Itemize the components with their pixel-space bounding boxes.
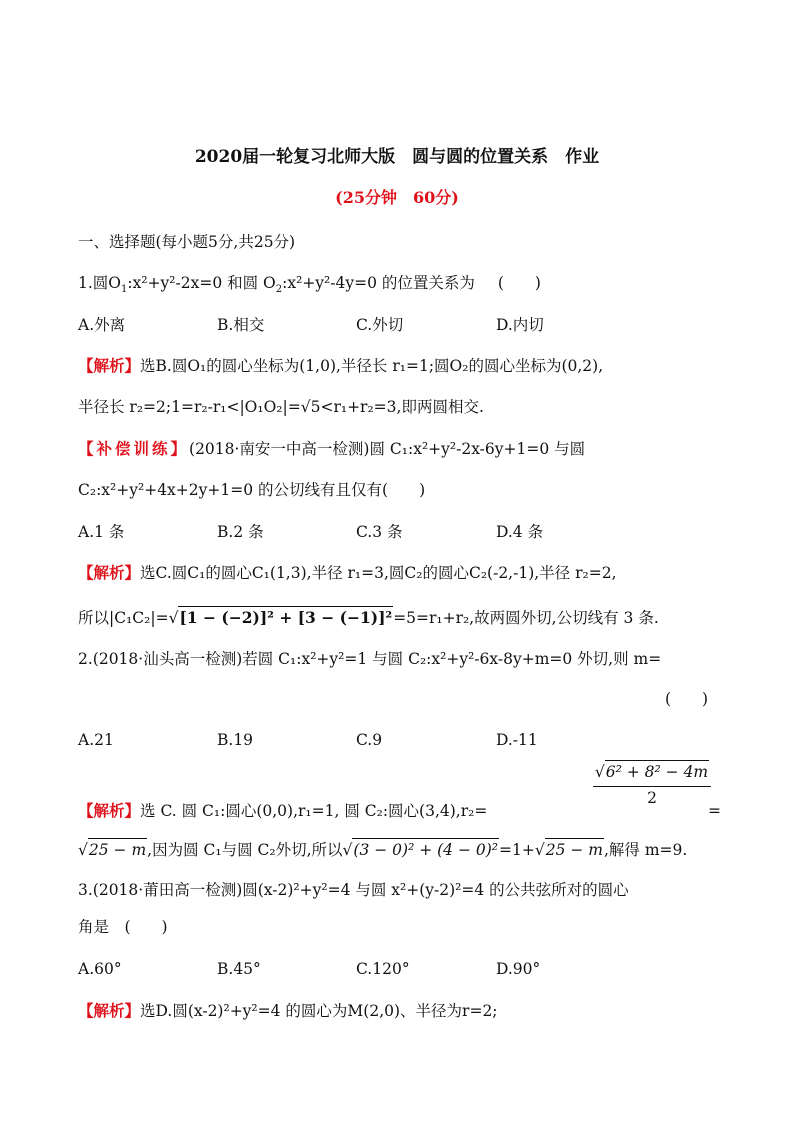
q1-option-c: C.外切 [356,316,404,334]
page-title: 2020届一轮复习北师大版 圆与圆的位置关系 作业 [194,147,600,167]
bonus-line1: 【补偿训练】(2018·南安一中高一检测)圆 C₁:x²+y²-2x-6y+1=0 与圆 [78,439,586,458]
q3-option-c: C.120° [356,960,410,978]
bonus-analysis-line1: 【解析】选C.圆C₁的圆心C₁(1,3),半径 r₁=3,圆C₂的圆心C₂(-2,-1),半径 r₂=2, [78,563,617,582]
q3-stem-line1: 3.(2018·莆田高一检测)圆(x-2)²+y²=4 与圆 x²+(y-2)²=4 的公共弦所对的圆心 [78,881,629,899]
q3-option-a: A.60° [78,960,122,978]
sqrt-expression: √[1 − (−2)]² + [3 − (−1)]² [168,608,393,627]
bonus-line2: C₂:x²+y²+4x+2y+1=0 的公切线有且仅有( ) [78,481,426,499]
equals-sign: = [708,802,721,820]
q3-analysis-line1: 【解析】选D.圆(x-2)²+y²=4 的圆心为M(2,0)、半径为r=2; [78,1001,498,1020]
bonus-option-d: D.4 条 [496,523,544,541]
analysis-tag: 【解析】 [78,1001,141,1020]
q1-analysis-line1: 【解析】选B.圆O₁的圆心坐标为(1,0),半径长 r₁=1;圆O₂的圆心坐标为(0,2), [78,356,604,375]
fraction-denominator: 2 [647,789,657,807]
bonus-tag: 【补偿训练】 [78,439,190,458]
q1-analysis-line2: 半径长 r₂=2;1=r₂-r₁<|O₁O₂|=√5<r₁+r₂=3,即两圆相交. [78,398,484,416]
bonus-analysis-line2: 所以|C₁C₂|=√[1 − (−2)]² + [3 − (−1)]²=5=r₁+r₂,故两圆外切,公切线有 3 条. [78,608,659,627]
fraction-numerator: √6² + 8² − 4m [593,760,711,787]
page-subtitle: (25分钟 60分) [335,188,459,207]
analysis-tag: 【解析】 [78,563,141,582]
section-heading: 一、选择题(每小题5分,共25分) [78,233,296,251]
q2-option-a: A.21 [78,731,114,749]
bonus-option-b: B.2 条 [217,523,264,541]
bonus-option-c: C.3 条 [356,523,403,541]
q1-stem: 1.圆$O_1:x^2+y^2-2x=0$ 和圆 $O_2:x^2+y^2-4y=0$ 的位置关系为 ( ) [78,274,541,296]
q2-option-c: C.9 [356,731,383,749]
q3-option-b: B.45° [217,960,261,978]
q1-answer-bracket: ( ) [497,274,541,292]
q1-option-d: D.内切 [496,316,544,334]
analysis-tag: 【解析】 [78,801,141,820]
q2-analysis-line1: 【解析】选 C. 圆 C₁:圆心(0,0),r₁=1, 圆 C₂:圆心(3,4),r₂= [78,801,488,820]
q3-option-d: D.90° [496,960,541,978]
q1-option-a: A.外离 [78,316,126,334]
q2-option-d: D.-11 [496,731,538,749]
analysis-tag: 【解析】 [78,356,141,375]
q2-option-b: B.19 [217,731,254,749]
q2-analysis-line2: √25 − m,因为圆 C₁与圆 C₂外切,所以√(3 − 0)² + (4 − 0)²=1+√25 − m,解得 m=9. [78,838,687,861]
r2-fraction [593,760,711,809]
q2-answer-bracket: ( ) [665,690,709,708]
q1-option-b: B.相交 [217,316,265,334]
bonus-option-a: A.1 条 [78,523,125,541]
q2-stem: 2.(2018·汕头高一检测)若圆 C₁:x²+y²=1 与圆 C₂:x²+y²-6x-8y+m=0 外切,则 m= [78,650,662,668]
q3-stem-line2: 角是 ( ) [78,918,168,936]
